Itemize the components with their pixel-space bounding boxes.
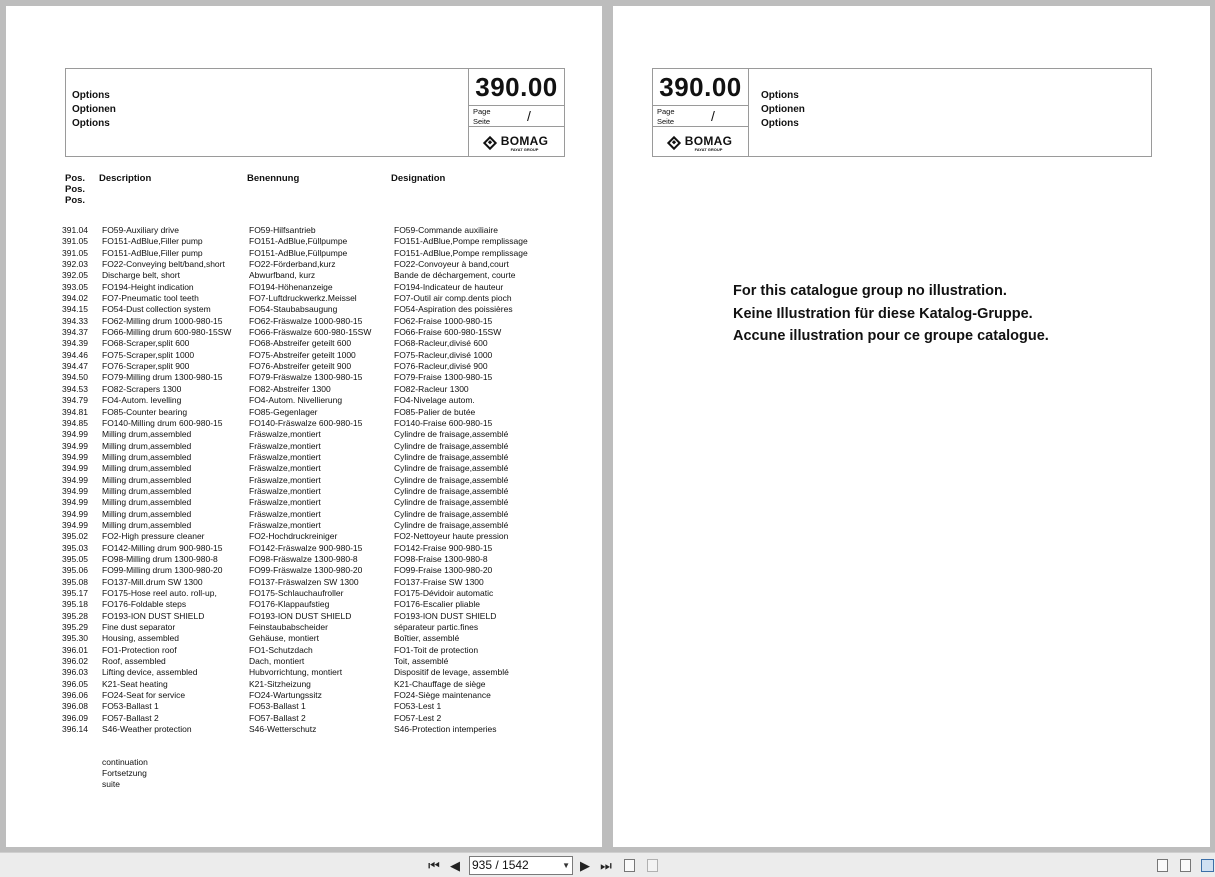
part-row [62,543,562,554]
part-pos: 396.14 [62,724,88,735]
part-pos: 392.03 [62,259,88,270]
part-pos: 394.37 [62,327,88,338]
part-pos: 396.08 [62,701,88,712]
title-fr: Options [72,118,110,129]
part-description: FO59-Auxiliary drive [102,225,179,235]
part-pos: 394.99 [62,440,88,451]
part-designation: FO54-Aspiration des poissières [394,304,513,315]
part-pos: 396.09 [62,712,88,723]
part-row [62,338,562,349]
col-pos [65,173,85,206]
part-pos: 395.30 [62,633,88,644]
part-pos: 394.99 [62,485,88,496]
page-label-en-right: Page [657,107,675,116]
part-row [62,611,562,622]
part-designation: FO176-Escalier pliable [394,599,480,610]
part-pos: 395.05 [62,553,88,564]
part-pos: 391.05 [62,247,88,258]
part-row [62,304,562,315]
part-pos: 396.02 [62,656,88,667]
part-description: Milling drum,assembled [102,451,192,462]
part-row [62,497,562,508]
part-designation: Boîtier, assemblé [394,633,460,644]
part-pos: 394.99 [62,474,88,485]
part-pos: 395.03 [62,542,88,553]
page-number-block [468,69,564,156]
part-row [62,418,562,429]
part-designation: FO98-Fraise 1300-980-8 [394,553,488,564]
part-benennung: Fräswalze,montiert [249,519,321,530]
part-benennung: FO75-Abstreifer geteilt 1000 [249,349,356,360]
part-pos: 396.03 [62,667,88,678]
part-row [62,327,562,338]
part-description: Milling drum,assembled [102,440,192,451]
part-pos: 394.50 [62,372,88,383]
header-titles-right [761,89,805,131]
part-benennung: Fräswalze,montiert [249,463,321,474]
part-description: FO193-ION DUST SHIELD [102,610,205,621]
part-row [62,565,562,576]
part-row [62,407,562,418]
part-description: Lifting device, assembled [102,667,198,678]
part-benennung: Dach, montiert [249,656,305,667]
part-row [62,509,562,520]
part-designation: FO193-ION DUST SHIELD [394,610,497,621]
part-designation: FO151-AdBlue,Pompe remplissage [394,236,528,247]
part-description: FO79-Milling drum 1300-980-15 [102,372,223,383]
col-description: Description [99,173,152,184]
part-designation: FO68-Racleur,divisé 600 [394,338,488,349]
part-description: FO53-Ballast 1 [102,701,159,712]
part-pos: 395.08 [62,576,88,587]
part-row [62,679,562,690]
part-row [62,701,562,712]
part-description: K21-Seat heating [102,678,168,689]
part-pos: 394.99 [62,463,88,474]
page-indicator: 935 / 1542 [472,858,529,872]
part-benennung: Fräswalze,montiert [249,508,321,519]
part-designation: FO22-Convoyeur à band,court [394,259,509,270]
part-description: Milling drum,assembled [102,519,192,530]
part-description: FO137-Mill.drum SW 1300 [102,576,203,587]
part-benennung: Gehäuse, montiert [249,633,319,644]
part-benennung: K21-Sitzheizung [249,678,311,689]
part-benennung: Abwurfband, kurz [249,270,316,281]
part-description: FO54-Dust collection system [102,304,211,315]
title-de-right: Optionen [761,104,805,115]
part-description: FO194-Height indication [102,281,194,292]
part-pos: 395.06 [62,565,88,576]
page-label-de-right: Seite [657,117,675,126]
part-pos: 396.01 [62,644,88,655]
part-benennung: Fräswalze,montiert [249,451,321,462]
part-row [62,282,562,293]
part-row [62,384,562,395]
last-page-icon[interactable]: ⏭ [600,858,612,873]
part-row [62,259,562,270]
part-benennung: FO24-Wartungssitz [249,690,322,701]
part-designation: Bande de déchargement, courte [394,270,516,281]
part-pos: 394.53 [62,383,88,394]
part-pos: 394.99 [62,519,88,530]
part-description: FO68-Scraper,split 600 [102,338,190,349]
part-row [62,713,562,724]
part-description: Milling drum,assembled [102,429,192,440]
part-designation: FO79-Fraise 1300-980-15 [394,372,493,383]
no-illustration-de: Keine Illustration für diese Katalog-Gruppe. [733,305,1033,322]
part-row [62,656,562,667]
part-row [62,622,562,633]
part-description: Discharge belt, short [102,270,180,281]
part-designation: FO4-Nivelage autom. [394,395,475,406]
page-label-right [653,105,748,127]
col-pos-fr: Pos. [65,195,86,206]
part-benennung: Fräswalze,montiert [249,429,321,440]
part-benennung: FO137-Fräswalzen SW 1300 [249,576,359,587]
part-description: FO22-Conveying belt/band,short [102,259,225,270]
part-pos: 391.04 [62,225,88,235]
page-header-right [652,68,1152,157]
part-benennung: Fräswalze,montiert [249,474,321,485]
part-pos: 395.02 [62,531,88,542]
part-row [62,486,562,497]
part-designation: FO53-Lest 1 [394,701,442,712]
part-row [62,475,562,486]
page-number-block-right [653,69,749,156]
go-back-icon[interactable] [624,859,635,872]
part-benennung: Fräswalze,montiert [249,497,321,508]
part-designation: FO194-Indicateur de hauteur [394,281,504,292]
title-en: Options [72,90,110,101]
part-designation: FO1-Toit de protection [394,644,479,655]
part-description: FO66-Milling drum 600-980-15SW [102,327,232,338]
title-fr-right: Options [761,118,799,129]
part-row [62,633,562,644]
part-description: FO142-Milling drum 900-980-15 [102,542,223,553]
part-designation: FO142-Fraise 900-980-15 [394,542,493,553]
part-row [62,248,562,259]
part-designation: Cylindre de fraisage,assemblé [394,440,509,451]
part-benennung: Fräswalze,montiert [249,485,321,496]
bomag-logo [469,129,564,157]
part-pos: 395.17 [62,588,88,598]
part-description: FO62-Milling drum 1000-980-15 [102,315,223,326]
part-designation: Cylindre de fraisage,assemblé [394,497,509,508]
part-benennung: FO54-Staubabsaugung [249,304,338,315]
title-de: Optionen [72,104,116,115]
brand-subtitle: FAYAT GROUP [510,146,539,152]
part-description: FO82-Scrapers 1300 [102,383,182,394]
part-benennung: S46-Wetterschutz [249,724,317,735]
part-row [62,316,562,327]
part-pos: 394.99 [62,451,88,462]
part-row [62,645,562,656]
part-designation: FO76-Racleur,divisé 900 [394,361,488,372]
part-benennung: FO151-AdBlue,Füllpumpe [249,247,348,258]
part-row [62,724,562,735]
title-en-right: Options [761,90,799,101]
part-benennung: FO62-Fräswalze 1000-980-15 [249,315,363,326]
continuation-fr: suite [102,779,120,789]
part-designation: Cylindre de fraisage,assemblé [394,508,509,519]
header-titles [72,89,116,131]
viewer-toolbar [0,852,1215,877]
part-description: Housing, assembled [102,633,180,644]
part-pos: 395.28 [62,610,88,621]
part-description: Milling drum,assembled [102,508,192,519]
continuation-de: Fortsetzung [102,768,147,778]
part-description: Fine dust separator [102,622,176,633]
part-designation: FO82-Racleur 1300 [394,383,469,394]
part-designation: Dispositif de levage, assemblé [394,667,509,678]
part-pos: 394.15 [62,304,88,315]
part-row [62,372,562,383]
part-benennung: FO1-Schutzdach [249,644,313,655]
part-designation: FO140-Fraise 600-980-15 [394,417,493,428]
part-designation: FO59-Commande auxiliaire [394,225,498,235]
part-row [62,270,562,281]
part-description: FO151-AdBlue,Filler pump [102,247,203,258]
part-row [62,225,562,236]
part-benennung: FO4-Autom. Nivellierung [249,395,343,406]
part-description: FO4-Autom. levelling [102,395,182,406]
part-benennung: FO79-Fräswalze 1300-980-15 [249,372,363,383]
part-pos: 394.47 [62,361,88,372]
part-row [62,690,562,701]
part-pos: 394.99 [62,429,88,440]
part-benennung: FO176-Klappaufstieg [249,599,330,610]
part-description: FO1-Protection roof [102,644,177,655]
brand-name-right: BOMAG [684,133,733,148]
part-designation: Cylindre de fraisage,assemblé [394,429,509,440]
part-designation: FO151-AdBlue,Pompe remplissage [394,247,528,258]
part-benennung: FO194-Höhenanzeige [249,281,333,292]
page-number: 390.00 [475,72,558,102]
continuation-note [102,757,148,790]
part-designation: K21-Chauffage de siège [394,678,486,689]
page-label-de: Seite [473,117,491,126]
part-benennung: FO59-Hilfsantrieb [249,225,316,235]
part-row [62,452,562,463]
no-illustration-notice [733,280,1049,348]
part-designation: S46-Protection intemperies [394,724,497,735]
page-label-en: Page [473,107,491,116]
continuous-view-icon[interactable] [1180,859,1191,872]
part-row [62,236,562,247]
part-benennung: FO68-Abstreifer geteilt 600 [249,338,352,349]
part-row [62,577,562,588]
part-description: FO98-Milling drum 1300-980-8 [102,553,218,564]
part-benennung: Feinstaubabscheider [249,622,328,633]
col-benennung: Benennung [247,173,300,184]
single-page-view-icon[interactable] [1157,859,1168,872]
part-description: FO85-Counter bearing [102,406,188,417]
part-pos: 395.29 [62,622,88,633]
dropdown-arrow-icon: ▼ [562,861,570,870]
next-page-icon[interactable]: ▶ [580,858,590,873]
part-benennung: Hubvorrichtung, montiert [249,667,343,678]
part-designation: séparateur partic.fines [394,622,479,633]
part-benennung: FO22-Förderband,kurz [249,259,336,270]
part-benennung: FO175-Schlauchaufroller [249,588,344,598]
part-designation: Cylindre de fraisage,assemblé [394,451,509,462]
part-benennung: FO53-Ballast 1 [249,701,306,712]
part-benennung: FO76-Abstreifer geteilt 900 [249,361,352,372]
continuation-en: continuation [102,757,148,767]
part-description: FO2-High pressure cleaner [102,531,205,542]
part-row [62,395,562,406]
part-benennung: FO193-ION DUST SHIELD [249,610,352,621]
part-pos: 393.05 [62,281,88,292]
brand-name: BOMAG [500,133,549,148]
page-indicator-select[interactable] [469,856,573,875]
part-designation: FO75-Racleur,divisé 1000 [394,349,493,360]
part-pos: 394.81 [62,406,88,417]
part-designation: Cylindre de fraisage,assemblé [394,463,509,474]
part-pos: 395.18 [62,599,88,610]
part-designation: Cylindre de fraisage,assemblé [394,519,509,530]
part-pos: 396.05 [62,678,88,689]
part-pos: 394.46 [62,349,88,360]
brand-subtitle-right: FAYAT GROUP [694,146,723,152]
catalog-page-right [613,6,1210,847]
col-designation: Designation [391,173,446,184]
part-pos: 394.02 [62,293,88,304]
col-pos-de: Pos. [65,184,86,195]
part-description: Roof, assembled [102,656,166,667]
part-description: Milling drum,assembled [102,497,192,508]
page-number-right: 390.00 [659,72,742,102]
part-row [62,588,562,599]
part-benennung: FO85-Gegenlager [249,406,318,417]
page-header [65,68,565,157]
page-slash-right: / [711,108,715,124]
parts-list [62,225,562,735]
part-row [62,350,562,361]
two-page-view-icon[interactable] [1201,859,1214,872]
part-description: FO176-Foldable steps [102,599,187,610]
part-benennung: FO98-Fräswalze 1300-980-8 [249,553,358,564]
part-designation: Toit, assemblé [394,656,449,667]
part-row [62,463,562,474]
part-benennung: FO66-Fräswalze 600-980-15SW [249,327,372,338]
part-designation: FO175-Dévidoir automatic [394,588,494,598]
part-description: FO140-Milling drum 600-980-15 [102,417,223,428]
part-row [62,441,562,452]
part-description: S46-Weather protection [102,724,192,735]
part-designation: FO99-Fraise 1300-980-20 [394,565,493,576]
part-benennung: FO142-Fräswalze 900-980-15 [249,542,363,553]
part-row [62,361,562,372]
part-description: Milling drum,assembled [102,474,192,485]
part-row [62,520,562,531]
part-row [62,293,562,304]
part-row [62,599,562,610]
part-designation: FO2-Nettoyeur haute pression [394,531,509,542]
page-label [469,105,564,127]
part-description: FO99-Milling drum 1300-980-20 [102,565,223,576]
catalog-page-left [6,6,602,847]
part-row [62,429,562,440]
part-designation: Cylindre de fraisage,assemblé [394,474,509,485]
part-designation: FO7-Outil air comp.dents pioch [394,293,512,304]
part-benennung: FO140-Fräswalze 600-980-15 [249,417,363,428]
part-benennung: FO57-Ballast 2 [249,712,306,723]
part-designation: FO62-Fraise 1000-980-15 [394,315,493,326]
part-benennung: FO2-Hochdruckreiniger [249,531,338,542]
bomag-logo-right [653,129,748,157]
part-description: FO57-Ballast 2 [102,712,159,723]
part-description: FO75-Scraper,split 1000 [102,349,195,360]
first-page-icon[interactable]: ⏮ [428,858,440,873]
bomag-logo-icon-right [667,136,681,150]
part-pos: 396.06 [62,690,88,701]
no-illustration-fr: Accune illustration pour ce groupe catalogue. [733,328,1049,344]
page-slash: / [527,108,531,124]
part-designation: FO66-Fraise 600-980-15SW [394,327,502,338]
part-description: FO175-Hose reel auto. roll-up, [102,588,217,598]
part-designation: FO85-Palier de butée [394,406,476,417]
part-pos: 394.99 [62,508,88,519]
part-pos: 394.33 [62,315,88,326]
part-pos: 391.05 [62,236,88,247]
part-row [62,531,562,542]
part-description: FO76-Scraper,split 900 [102,361,190,372]
part-benennung: Fräswalze,montiert [249,440,321,451]
part-designation: FO57-Lest 2 [394,712,442,723]
part-description: FO24-Seat for service [102,690,186,701]
bomag-logo-icon [483,136,497,150]
col-pos-en: Pos. [65,173,86,184]
part-description: Milling drum,assembled [102,463,192,474]
part-description: FO7-Pneumatic tool teeth [102,293,199,304]
part-pos: 394.99 [62,497,88,508]
go-forward-icon[interactable] [647,859,658,872]
part-designation: Cylindre de fraisage,assemblé [394,485,509,496]
part-benennung: FO151-AdBlue,Füllpumpe [249,236,348,247]
part-pos: 394.85 [62,417,88,428]
no-illustration-en: For this catalogue group no illustration. [733,283,1007,299]
part-designation: FO137-Fraise SW 1300 [394,576,484,587]
part-benennung: FO82-Abstreifer 1300 [249,383,331,394]
part-pos: 394.79 [62,395,88,406]
part-row [62,554,562,565]
part-description: FO151-AdBlue,Filler pump [102,236,203,247]
part-designation: FO24-Siège maintenance [394,690,491,701]
prev-page-icon[interactable]: ◀ [450,858,460,873]
part-benennung: FO99-Fräswalze 1300-980-20 [249,565,363,576]
part-pos: 392.05 [62,270,88,281]
part-description: Milling drum,assembled [102,485,192,496]
part-benennung: FO7-Luftdruckwerkz.Meissel [249,293,357,304]
part-pos: 394.39 [62,338,88,349]
part-row [62,667,562,678]
